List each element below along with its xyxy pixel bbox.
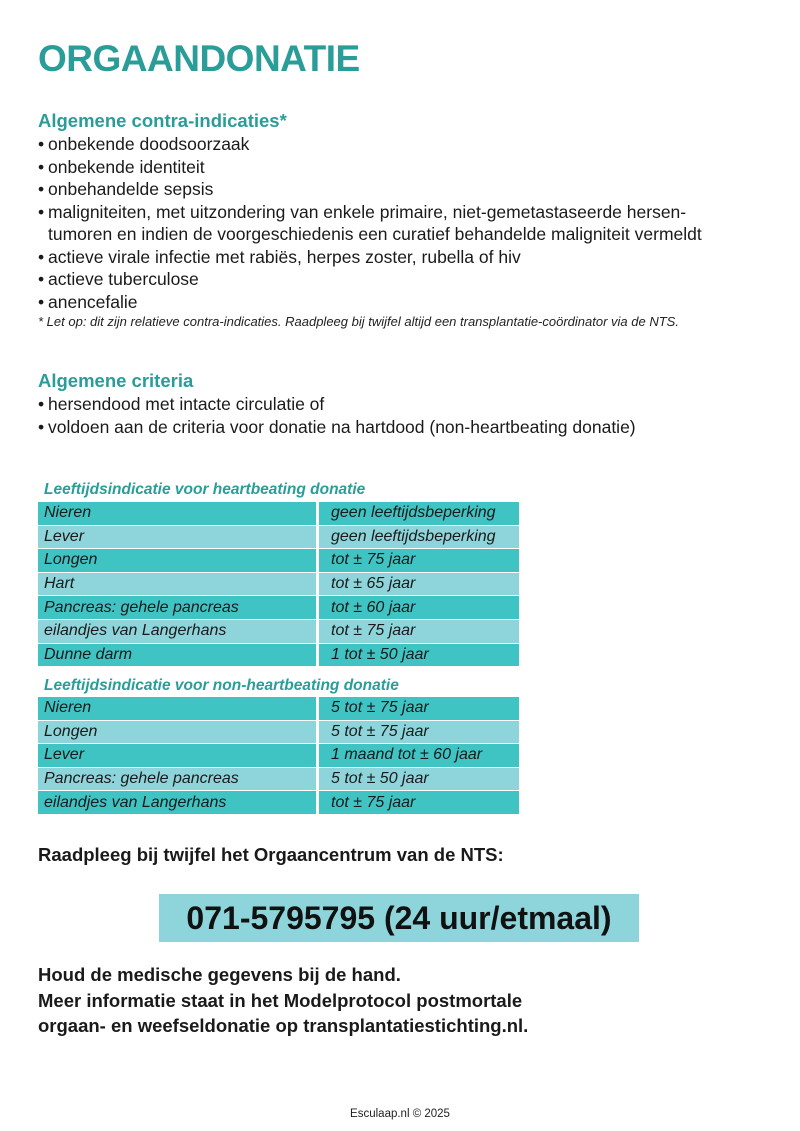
organ-cell: Nieren xyxy=(38,502,316,526)
organ-cell: Hart xyxy=(38,573,316,597)
list-item: • onbekende doodsoorzaak xyxy=(38,133,702,156)
list-item: • onbehandelde sepsis xyxy=(38,178,702,201)
list-item: • voldoen aan de criteria voor donatie na hartdood (non-heartbeating donatie) xyxy=(38,416,636,439)
age-cell: 1 maand tot ± 60 jaar xyxy=(316,744,519,768)
age-cell: geen leeftijdsbeperking xyxy=(316,502,519,526)
closing-line: orgaan- en weefseldonatie op transplantatiestichting.nl. xyxy=(38,1015,529,1036)
age-cell: 1 tot ± 50 jaar xyxy=(316,644,519,668)
age-cell: tot ± 65 jaar xyxy=(316,573,519,597)
organ-cell: Nieren xyxy=(38,697,316,721)
heartbeating-table-caption: Leeftijdsindicatie voor heartbeating donatie xyxy=(44,481,366,498)
non-heartbeating-table-caption: Leeftijdsindicatie voor non-heartbeating donatie xyxy=(44,677,399,694)
organ-cell: Longen xyxy=(38,549,316,573)
closing-line: Meer informatie staat in het Modelprotocol postmortale xyxy=(38,989,523,1011)
organ-cell: Lever xyxy=(38,744,316,768)
consult-text: Raadpleeg bij twijfel het Orgaancentrum van de NTS: xyxy=(38,844,504,865)
non-heartbeating-age-table xyxy=(38,697,519,815)
organ-cell: Dunne darm xyxy=(38,644,316,668)
criteria-list xyxy=(38,393,636,438)
organ-cell: Pancreas: gehele pancreas xyxy=(38,768,316,792)
table-row xyxy=(38,697,519,721)
age-cell: geen leeftijdsbeperking xyxy=(316,526,519,550)
contra-indications-heading: Algemene contra-indicaties* xyxy=(38,110,287,131)
organ-cell: eilandjes van Langerhans xyxy=(38,620,316,644)
table-row xyxy=(38,573,519,597)
organ-cell: Pancreas: gehele pancreas xyxy=(38,596,316,620)
list-item: • actieve tuberculose xyxy=(38,268,702,291)
list-item: • maligniteiten, met uitzondering van enkele primaire, niet-gemetastaseerde hersen- xyxy=(38,201,702,224)
age-cell: tot ± 60 jaar xyxy=(316,596,519,620)
age-cell: tot ± 75 jaar xyxy=(316,791,519,815)
age-cell: 5 tot ± 50 jaar xyxy=(316,768,519,792)
table-row xyxy=(38,744,519,768)
age-cell: 5 tot ± 75 jaar xyxy=(316,721,519,745)
table-row xyxy=(38,549,519,573)
list-item: • actieve virale infectie met rabiës, herpes zoster, rubella of hiv xyxy=(38,246,702,269)
table-row xyxy=(38,620,519,644)
criteria-heading: Algemene criteria xyxy=(38,370,194,391)
heartbeating-age-table xyxy=(38,502,519,667)
list-item-continuation: tumoren en indien de voorgeschiedenis een curatief behandelde maligniteit vermeldt xyxy=(48,224,702,244)
closing-text xyxy=(38,962,528,1039)
table-row xyxy=(38,596,519,620)
table-row xyxy=(38,644,519,668)
age-cell: tot ± 75 jaar xyxy=(316,549,519,573)
age-cell: tot ± 75 jaar xyxy=(316,620,519,644)
list-item: • hersendood met intacte circulatie of xyxy=(38,393,636,416)
list-item: • onbekende identiteit xyxy=(38,156,702,179)
list-item: • anencefalie xyxy=(38,291,702,314)
table-row xyxy=(38,526,519,550)
age-cell: 5 tot ± 75 jaar xyxy=(316,697,519,721)
contra-indications-list xyxy=(38,133,702,313)
table-row xyxy=(38,502,519,526)
footnote: * Let op: dit zijn relatieve contra-indicaties. Raadpleeg bij twijfel altijd een transplantatie-coördinator via de NTS. xyxy=(38,314,679,329)
table-row xyxy=(38,768,519,792)
closing-line: Houd de medische gegevens bij de hand. xyxy=(38,964,401,985)
organ-cell: Lever xyxy=(38,526,316,550)
organ-cell: eilandjes van Langerhans xyxy=(38,791,316,815)
table-row xyxy=(38,791,519,815)
phone-number-box: 071-5795795 (24 uur/etmaal) xyxy=(159,894,639,942)
table-row xyxy=(38,721,519,745)
page-title: ORGAANDONATIE xyxy=(38,38,360,79)
footer-copyright: Esculaap.nl © 2025 xyxy=(350,1108,450,1120)
organ-cell: Longen xyxy=(38,721,316,745)
